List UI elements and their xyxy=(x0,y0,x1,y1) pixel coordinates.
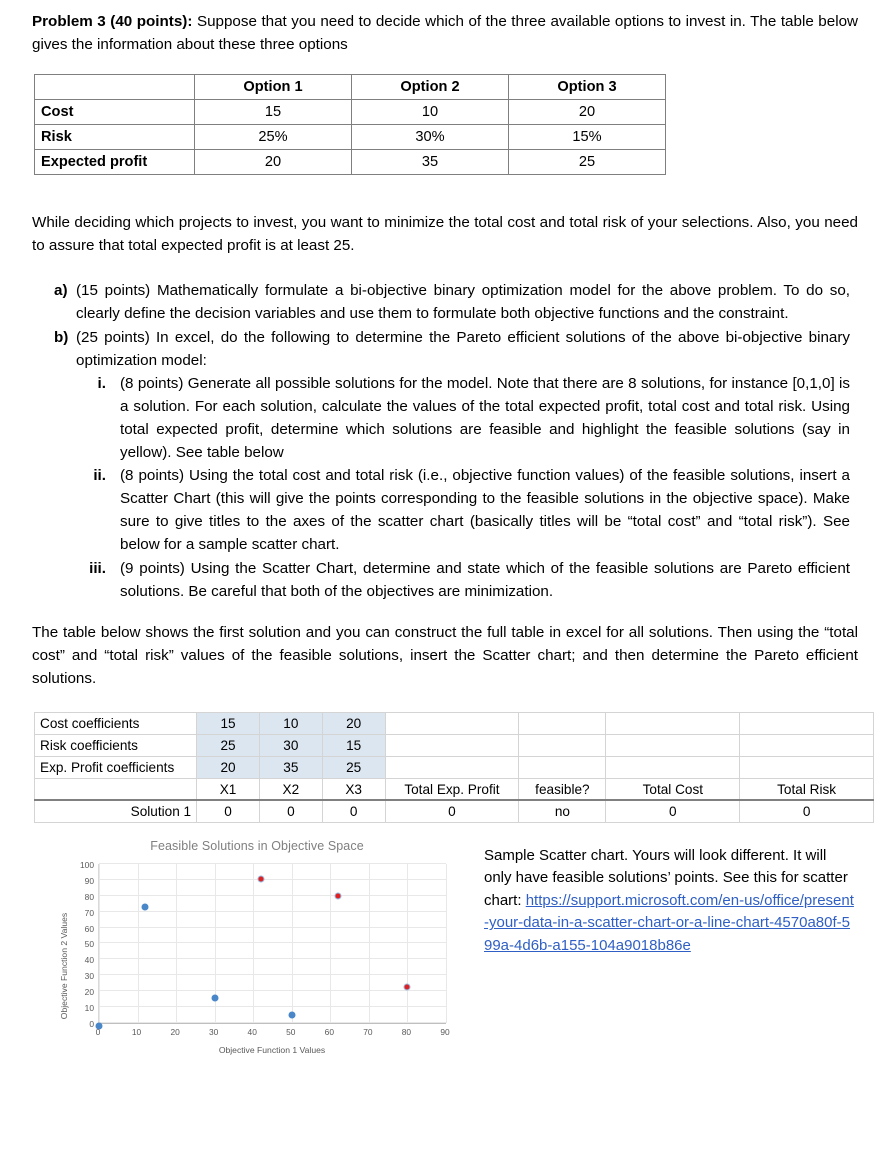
problem-intro-text: Suppose that you need to decide which of the three available options to invest in. The table below gives the information about these three options xyxy=(32,13,858,54)
list-item-b xyxy=(32,326,858,372)
list-item-a xyxy=(32,279,858,325)
cell-solution-x3: 0 xyxy=(322,800,385,822)
header-x3: X3 xyxy=(322,778,385,800)
list-marker-i: i. xyxy=(97,374,106,392)
bottom-section xyxy=(32,839,858,1074)
chart-data-point xyxy=(288,1012,295,1019)
chart-y-tick-label: 0 xyxy=(89,1018,94,1029)
list-text-b: (25 points) In excel, do the following to determine the Pareto efficient solutions of the above bi-objective binary optimization model: xyxy=(76,328,850,369)
cell-solution-total-risk: 0 xyxy=(740,800,874,822)
chart-x-axis-ticks xyxy=(95,1026,450,1041)
column-header-option-1: Option 1 xyxy=(195,75,352,100)
label-profit-coefficients: Exp. Profit coefficients xyxy=(35,756,197,778)
chart-gridline-vertical xyxy=(369,864,370,1023)
table-header-row xyxy=(35,75,666,100)
cell-empty xyxy=(740,712,874,734)
cell-cost-option-1: 15 xyxy=(195,100,352,125)
cell-empty xyxy=(519,712,606,734)
header-total-risk: Total Risk xyxy=(740,778,874,800)
chart-x-tick-label: 30 xyxy=(208,1026,219,1037)
cell-solution-total-exp-profit: 0 xyxy=(385,800,519,822)
cell-empty xyxy=(606,712,740,734)
cell-risk-option-2: 30% xyxy=(352,125,509,150)
chart-x-tick-label: 0 xyxy=(95,1026,101,1037)
chart-y-tick-label: 20 xyxy=(84,987,94,998)
column-header-option-3: Option 3 xyxy=(509,75,666,100)
cell-profit-option-1: 20 xyxy=(195,150,352,175)
cell-empty xyxy=(606,734,740,756)
chart-x-tick-label: 80 xyxy=(401,1026,412,1037)
table-row-risk-coefficients xyxy=(35,734,874,756)
chart-gridline-vertical xyxy=(253,864,254,1023)
list-text-a: (15 points) Mathematically formulate a bi-objective binary optimization model for the above problem. To do so, clearly define the decision variables and use them to formulate both objective functions and the constraint. xyxy=(76,282,850,323)
row-label-risk: Risk xyxy=(35,125,195,150)
cell-solution-feasible: no xyxy=(519,800,606,822)
header-x1: X1 xyxy=(197,778,260,800)
cell-empty xyxy=(606,756,740,778)
cell-profit-option-3: 25 xyxy=(509,150,666,175)
chart-data-point xyxy=(404,983,411,990)
list-text-iii: (9 points) Using the Scatter Chart, determine and state which of the feasible solutions are Pareto efficient solutions. Be careful that both of the objectives are minimization. xyxy=(120,559,850,600)
chart-gridline-vertical xyxy=(99,864,100,1023)
cell-solution-x2: 0 xyxy=(259,800,322,822)
list-text-ii: (8 points) Using the total cost and total risk (i.e., objective function values) of the feasible solutions, insert a Scatter Chart (this will give the points corresponding to the feasible solutions in the objective space). Make sure to give titles to the axes of the scatter chart (basically titles will be “total cost” and “total risk”). See below for a sample scatter chart. xyxy=(120,467,850,554)
chart-y-tick-label: 70 xyxy=(84,907,94,918)
cell-solution-total-cost: 0 xyxy=(606,800,740,822)
chart-x-tick-label: 60 xyxy=(324,1026,334,1037)
table-row xyxy=(35,100,666,125)
chart-gridline-vertical xyxy=(446,864,447,1023)
chart-gridline-horizontal xyxy=(99,879,446,880)
chart-y-tick-label: 100 xyxy=(80,859,94,870)
header-total-cost: Total Cost xyxy=(606,778,740,800)
scatter-chart-help-link[interactable]: https://support.microsoft.com/en-us/office/present-your-data-in-a-scatter-chart-or-a-line-chart-4570a80f-599a-4d6b-a155-104a9018b86e xyxy=(484,891,854,954)
table-row-solution-1 xyxy=(35,800,874,822)
chart-y-axis-label: Objective Function 2 Values xyxy=(59,913,69,1020)
cell-solution-x1: 0 xyxy=(197,800,260,822)
chart-plot-area xyxy=(98,864,446,1024)
label-solution-1: Solution 1 xyxy=(35,800,197,822)
cell-cost-coef-x2: 10 xyxy=(259,712,322,734)
cell-cost-option-3: 20 xyxy=(509,100,666,125)
chart-x-tick-label: 40 xyxy=(247,1026,257,1037)
page-title xyxy=(32,10,858,56)
chart-gridline-horizontal xyxy=(99,895,446,896)
list-item-ii xyxy=(32,464,858,556)
header-feasible: feasible? xyxy=(519,778,606,800)
cell-cost-option-2: 10 xyxy=(352,100,509,125)
note-text: Sample Scatter chart. Yours will look different. It will only have feasible solutions’ points. See this for scatter chart: xyxy=(484,846,848,909)
cell-profit-coef-x2: 35 xyxy=(259,756,322,778)
cell-profit-coef-x3: 25 xyxy=(322,756,385,778)
chart-data-point xyxy=(142,904,149,911)
cell-empty xyxy=(385,712,519,734)
chart-y-tick-label: 90 xyxy=(84,875,94,886)
chart-data-point xyxy=(211,994,218,1001)
chart-x-tick-label: 50 xyxy=(286,1026,296,1037)
chart-plot-wrapper xyxy=(32,859,472,1074)
cell-empty xyxy=(519,734,606,756)
chart-y-tick-label: 50 xyxy=(84,939,94,950)
table-row-profit-coefficients xyxy=(35,756,874,778)
question-list xyxy=(32,279,858,602)
row-label-expected-profit: Expected profit xyxy=(35,150,195,175)
cell-profit-coef-x1: 20 xyxy=(197,756,260,778)
chart-x-axis-label: Objective Function 1 Values xyxy=(218,1044,326,1055)
list-item-i xyxy=(32,372,858,464)
chart-gridline-horizontal xyxy=(99,927,446,928)
chart-gridline-horizontal xyxy=(99,958,446,959)
chart-x-tick-label: 70 xyxy=(363,1026,373,1037)
table-corner-cell xyxy=(35,75,195,100)
cell-cost-coef-x1: 15 xyxy=(197,712,260,734)
table-row xyxy=(35,150,666,175)
header-x2: X2 xyxy=(259,778,322,800)
label-cost-coefficients: Cost coefficients xyxy=(35,712,197,734)
table-row-cost-coefficients xyxy=(35,712,874,734)
cell-profit-option-2: 35 xyxy=(352,150,509,175)
chart-gridline-horizontal xyxy=(99,863,446,864)
table-row-column-headers xyxy=(35,778,874,800)
list-marker-ii: ii. xyxy=(93,467,106,485)
cell-empty xyxy=(385,734,519,756)
chart-gridline-vertical xyxy=(176,864,177,1023)
paragraph-minimize-description: While deciding which projects to invest, you want to minimize the total cost and total risk of your selections. Also, you need to assure that total expected profit is at least 25. xyxy=(32,214,858,255)
chart-data-point xyxy=(257,875,264,882)
scatter-chart-container xyxy=(32,839,472,1074)
column-header-option-2: Option 2 xyxy=(352,75,509,100)
chart-gridline-horizontal xyxy=(99,1006,446,1007)
chart-x-tick-label: 10 xyxy=(131,1026,142,1037)
list-item-iii xyxy=(32,557,858,603)
cell-risk-option-3: 15% xyxy=(509,125,666,150)
row-label-cost: Cost xyxy=(35,100,195,125)
header-total-exp-profit: Total Exp. Profit xyxy=(385,778,519,800)
cell-empty-header xyxy=(35,778,197,800)
list-text-i: (8 points) Generate all possible solutions for the model. Note that there are 8 solutions, for instance [0,1,0] is a solution. For each solution, calculate the values of the total expected profit, total cost and total risk. Using total expected profit, determine which solutions are feasible and highlight the feasible solutions (say in yellow). See table below xyxy=(120,374,850,462)
paragraph-table-description: The table below shows the first solution and you can construct the full table in excel for all solutions. Then using the “total cost” and “total risk” values of the feasible solutions, insert the Scatter chart; and then determine the Pareto efficient solutions. xyxy=(32,623,858,687)
scatter-chart-note xyxy=(472,839,858,1074)
chart-x-tick-label: 20 xyxy=(170,1026,180,1037)
list-marker-iii: iii. xyxy=(89,559,106,577)
chart-data-point xyxy=(335,893,342,900)
chart-gridline-horizontal xyxy=(99,990,446,991)
chart-gridline-vertical xyxy=(330,864,331,1023)
chart-gridline-vertical xyxy=(407,864,408,1023)
chart-y-tick-label: 60 xyxy=(84,923,94,934)
chart-title: Feasible Solutions in Objective Space xyxy=(150,838,364,853)
cell-risk-coef-x2: 30 xyxy=(259,734,322,756)
cell-risk-option-1: 25% xyxy=(195,125,352,150)
cell-empty xyxy=(385,756,519,778)
chart-y-axis-ticks xyxy=(70,859,94,1029)
label-risk-coefficients: Risk coefficients xyxy=(35,734,197,756)
chart-gridline-horizontal xyxy=(99,1022,446,1023)
table-row xyxy=(35,125,666,150)
chart-gridline-horizontal xyxy=(99,942,446,943)
chart-y-tick-label: 30 xyxy=(84,971,94,982)
problem-title: Problem 3 (40 points): xyxy=(32,13,193,30)
cell-empty xyxy=(740,734,874,756)
cell-risk-coef-x3: 15 xyxy=(322,734,385,756)
options-table xyxy=(34,74,666,175)
cell-cost-coef-x3: 20 xyxy=(322,712,385,734)
chart-gridline-horizontal xyxy=(99,974,446,975)
list-marker-b: b) xyxy=(54,328,69,346)
chart-y-tick-label: 10 xyxy=(84,1003,94,1014)
cell-empty xyxy=(740,756,874,778)
chart-gridline-vertical xyxy=(292,864,293,1023)
chart-y-tick-label: 80 xyxy=(84,891,94,902)
chart-gridline-vertical xyxy=(138,864,139,1023)
chart-x-tick-label: 90 xyxy=(440,1026,450,1037)
excel-solution-table xyxy=(34,712,874,823)
chart-y-tick-label: 40 xyxy=(84,955,94,966)
chart-gridline-horizontal xyxy=(99,911,446,912)
list-marker-a: a) xyxy=(54,282,68,300)
cell-empty xyxy=(519,756,606,778)
cell-risk-coef-x1: 25 xyxy=(197,734,260,756)
